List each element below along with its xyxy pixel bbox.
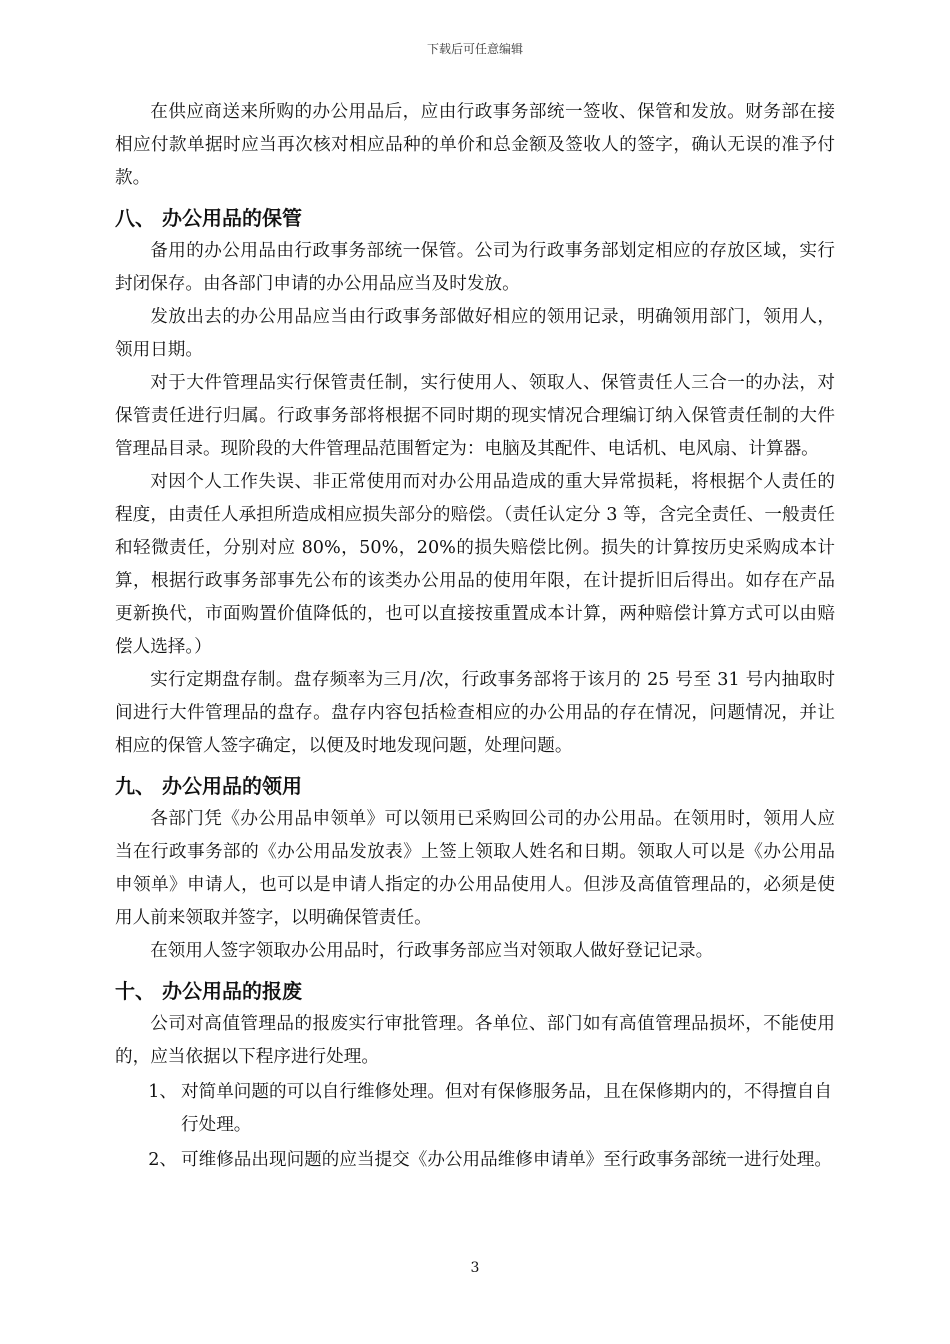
document-body	[115, 96, 835, 1177]
paragraph: 实行定期盘存制。盘存频率为三月/次，行政事务部将于该月的 25 号至 31 号内抽取时间进行大件管理品的盘存。盘存内容包括检查相应的办公用品的存在情况，问题情况，并让相应的保管人签字确定，以便及时地发现问题，处理问题。	[115, 670, 835, 756]
paragraph: 在供应商送来所购的办公用品后，应由行政事务部统一签收、保管和发放。财务部在接相应付款单据时应当再次核对相应品种的单价和总金额及签收人的签字，确认无误的准予付款。	[115, 102, 835, 188]
paragraph: 在领用人签字领取办公用品时，行政事务部应当对领取人做好登记记录。	[150, 941, 714, 961]
paragraph: 对因个人工作失误、非正常使用而对办公用品造成的重大异常损耗，将根据个人责任的程度，由责任人承担所造成相应损失部分的赔偿。（责任认定分 3 等，含完全责任、一般责任和轻微责任，分别对应 80%，50%，20%的损失赔偿比例。损失的计算按历史采购成本计算，根据行政事务部事先公布的该类办公用品的使用年限，在计提折旧后得出。如存在产品更新换代，市面购置价值降低的，也可以直接按重置成本计算，两种赔偿计算方式可以由赔偿人选择。）	[115, 472, 835, 657]
paragraph: 各部门凭《办公用品申领单》可以领用已采购回公司的办公用品。在领用时，领用人应当在行政事务部的《办公用品发放表》上签上领取人姓名和日期。领取人可以是《办公用品申领单》申请人，也可以是申请人指定的办公用品使用人。但涉及高值管理品的，必须是使用人前来领取并签字，以明确保管责任。	[115, 809, 835, 928]
paragraph: 公司对高值管理品的报废实行审批管理。各单位、部门如有高值管理品损坏，不能使用的，应当依据以下程序进行处理。	[115, 1014, 835, 1067]
section-heading-8: 八、 办公用品的保管	[115, 206, 302, 230]
list-text: 对简单问题的可以自行维修处理。但对有保修服务品，且在保修期内的，不得擅自自行处理。	[181, 1082, 832, 1135]
paragraph: 发放出去的办公用品应当由行政事务部做好相应的领用记录，明确领用部门，领用人，领用日期。	[115, 307, 835, 360]
section-heading-10: 十、 办公用品的报废	[115, 979, 302, 1003]
list-item	[115, 1144, 835, 1177]
list-number: 2、	[148, 1150, 177, 1170]
section-heading-9: 九、 办公用品的领用	[115, 774, 302, 798]
list-text: 可维修品出现问题的应当提交《办公用品维修申请单》至行政事务部统一进行处理。	[181, 1150, 832, 1170]
list-number: 1、	[148, 1082, 177, 1102]
paragraph: 对于大件管理品实行保管责任制，实行使用人、领取人、保管责任人三合一的办法，对保管责任进行归属。行政事务部将根据不同时期的现实情况合理编订纳入保管责任制的大件管理品目录。现阶段的大件管理品范围暂定为：电脑及其配件、电话机、电风扇、计算器。	[115, 373, 835, 459]
page-number: 3	[470, 1260, 480, 1276]
paragraph: 备用的办公用品由行政事务部统一保管。公司为行政事务部划定相应的存放区域，实行封闭保存。由各部门申请的办公用品应当及时发放。	[115, 241, 835, 294]
list-item	[115, 1076, 835, 1142]
page-header: 下载后可任意编辑	[426, 42, 523, 56]
